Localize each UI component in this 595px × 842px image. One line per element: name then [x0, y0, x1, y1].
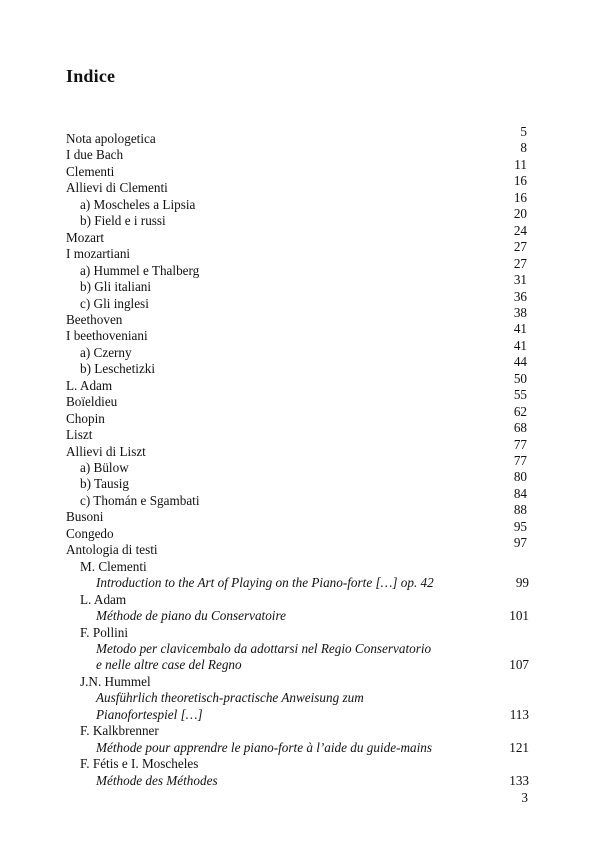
toc-entry — [0, 140, 595, 163]
toc-entry-title: Nota apologetica — [66, 131, 156, 146]
toc-entry — [0, 272, 595, 295]
toc-entry-page: 24 — [513, 222, 527, 238]
toc-entry — [0, 755, 595, 772]
toc-entry-title: F. Fétis e I. Moscheles — [80, 756, 199, 772]
toc-entry-page: 36 — [513, 288, 527, 304]
toc-entry-page: 11 — [514, 156, 527, 172]
toc-entry-page: 27 — [513, 239, 527, 255]
toc-entry — [0, 387, 595, 410]
toc-entry-title: a) Moscheles a Lipsia — [80, 196, 196, 212]
toc-entry — [0, 453, 595, 476]
toc-entry-page: 88 — [513, 502, 527, 518]
toc-entry — [0, 370, 595, 394]
toc-entry — [0, 436, 595, 460]
toc-entry-title: Clementi — [66, 163, 115, 179]
toc-entry-page: 121 — [509, 739, 529, 755]
toc-entry-page: 97 — [513, 535, 527, 551]
toc-entry-title: I due Bach — [66, 147, 124, 163]
toc-entry-title: b) Field e i russi — [80, 213, 166, 229]
toc-entry — [0, 772, 595, 789]
page-number: 3 — [521, 790, 528, 805]
toc-entry — [0, 124, 595, 147]
toc-entry-title: J.N. Hummel — [80, 673, 151, 689]
toc-entry-title: L. Adam — [66, 377, 113, 393]
toc-entry — [0, 288, 595, 312]
toc-entry-title: Ausführlich theoretisch-practische Anweisung zum — [96, 690, 364, 706]
toc-entry — [0, 640, 595, 657]
toc-entry — [0, 739, 595, 756]
toc-entry-page: 27 — [513, 255, 527, 271]
toc-entry-title: Antologia di testi — [66, 542, 158, 558]
toc-entry-title: Allievi di Liszt — [66, 443, 146, 459]
toc-entry-title: Liszt — [66, 427, 93, 443]
toc-entry — [0, 354, 595, 377]
toc-entry — [0, 222, 595, 246]
toc-entry-page: 77 — [513, 436, 527, 452]
toc-entry — [0, 535, 595, 558]
toc-entry — [0, 673, 595, 690]
toc-entry-page: 50 — [513, 370, 527, 386]
toc-entry-page: 113 — [509, 706, 529, 722]
toc-entry — [0, 518, 595, 542]
toc-entry-page: 44 — [513, 354, 527, 370]
toc-entry-title: c) Thomán e Sgambati — [80, 492, 200, 508]
toc-entry — [0, 591, 595, 608]
toc-entry-page: 41 — [513, 321, 527, 337]
toc-entry-page: 16 — [513, 189, 527, 205]
toc-entry-title: Chopin — [66, 410, 105, 426]
toc-entry-title: Méthode pour apprendre le piano-forte à l’aide du guide-mains — [96, 739, 432, 755]
toc-entry — [0, 485, 595, 509]
toc-entry — [0, 321, 595, 344]
toc-entry-page: 16 — [513, 173, 527, 189]
toc-entry-title: F. Kalkbrenner — [80, 723, 159, 739]
toc-entry — [0, 574, 595, 591]
toc-entry — [0, 469, 595, 492]
toc-entry-page: 41 — [513, 337, 527, 353]
toc-entry-title: I mozartiani — [66, 246, 131, 262]
toc-entry — [0, 189, 595, 213]
toc-entry-page: 99 — [515, 575, 529, 591]
toc-entry-page: 8 — [520, 140, 527, 156]
toc-entry-page: 38 — [513, 304, 527, 320]
toc-entry-title: b) Tausig — [80, 476, 130, 492]
toc-entry-title: a) Bülow — [80, 460, 129, 475]
toc-entry-title: Méthode de piano du Conservatoire — [96, 608, 286, 624]
page-title: Indice — [66, 66, 116, 86]
toc-entry-title: F. Pollini — [80, 624, 129, 640]
toc-entry — [0, 337, 595, 361]
toc-entry-title: I beethoveniani — [66, 328, 148, 344]
toc-entry-title: Pianofortespiel […] — [96, 706, 203, 722]
toc-entry — [0, 304, 595, 328]
toc-entry-page: 68 — [513, 420, 527, 436]
toc-entry-title: a) Hummel e Thalberg — [80, 262, 200, 278]
toc-entry-title: b) Gli italiani — [80, 279, 152, 295]
toc-entry-title: Busoni — [66, 509, 104, 525]
toc-entry-title: e nelle altre case del Regno — [96, 657, 242, 673]
toc-entry-title: b) Leschetizki — [80, 361, 156, 377]
toc-entry-title: Boïeldieu — [66, 394, 118, 410]
toc-entry-title: Méthode des Méthodes — [96, 772, 218, 788]
toc-entry — [0, 403, 595, 427]
toc-entry-page: 31 — [513, 272, 527, 288]
toc-entry — [0, 502, 595, 525]
toc-entry-page: 20 — [513, 206, 527, 222]
toc-entry-page: 84 — [513, 485, 527, 501]
toc-entry — [0, 156, 595, 180]
toc-entry-title: Beethoven — [66, 311, 123, 327]
toc-entry-title: Metodo per clavicembalo da adottarsi nel Regio Conservatorio — [96, 640, 432, 656]
toc-entry-page: 5 — [520, 124, 527, 139]
toc-entry-title: Congedo — [66, 525, 114, 541]
toc-entry — [0, 607, 595, 624]
toc-entry-title: Introduction to the Art of Playing on the Piano-forte […] op. 42 — [96, 575, 434, 591]
toc-entry-page: 55 — [513, 387, 527, 403]
toc-entry-page: 80 — [513, 469, 527, 485]
toc-entry-page: 95 — [513, 518, 527, 534]
toc-entry-title: Allievi di Clementi — [66, 180, 168, 196]
toc-entry-page: 133 — [509, 772, 529, 788]
toc-entry-page: 107 — [509, 657, 529, 673]
toc-entry — [0, 173, 595, 196]
toc-entry-page: 101 — [509, 608, 529, 624]
toc-entry-title: L. Adam — [80, 591, 127, 607]
toc-entry — [0, 420, 595, 443]
toc-entry — [0, 722, 595, 739]
toc-entry — [0, 624, 595, 641]
toc-entry — [0, 206, 595, 229]
toc-entry-title: Mozart — [66, 229, 105, 245]
toc-entry-title: a) Czerny — [80, 344, 132, 360]
toc-entry-title: M. Clementi — [80, 558, 147, 574]
toc-entry-title: c) Gli inglesi — [80, 295, 149, 311]
toc-entry-page: 62 — [513, 403, 527, 419]
toc-entry — [0, 689, 595, 706]
toc-entry — [0, 558, 595, 575]
toc-entry — [0, 706, 595, 723]
toc-entry — [0, 255, 595, 279]
toc-entry — [0, 656, 595, 673]
toc-entry-page: 77 — [513, 453, 527, 468]
toc-entry — [0, 239, 595, 262]
